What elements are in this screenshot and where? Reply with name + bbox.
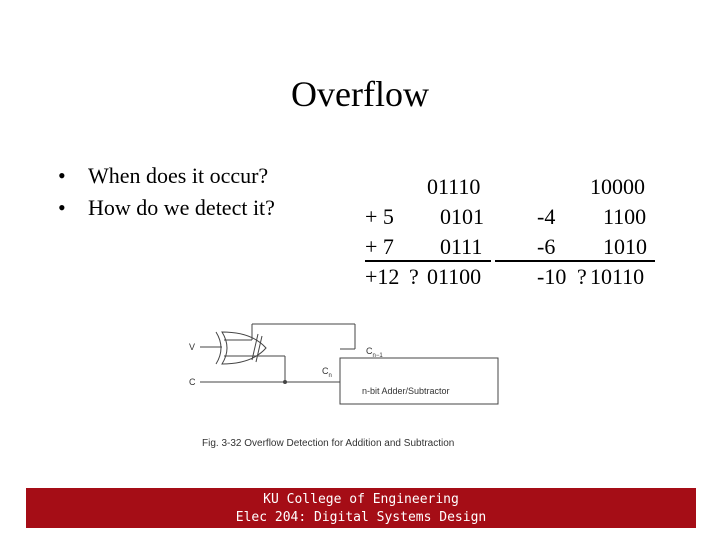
footer-line-2: Elec 204: Digital Systems Design [235,510,487,525]
adder-block [340,358,498,404]
operand-value: 0101 [440,204,484,229]
slide-title: Overflow [291,74,429,114]
label-c: C [189,377,196,387]
operand-label: + 7 [365,234,394,259]
footer-banner [26,488,696,528]
operand-value: 1010 [603,234,647,259]
label-cn: $C_n$ [322,366,332,379]
adder-label: n-bit Adder/Subtractor [362,386,450,396]
result-value: 10110 [590,264,645,289]
carry-value: 01110 [427,174,481,199]
operand-label: -4 [537,204,556,229]
result-separator: ? [577,264,587,289]
operand-value: 1100 [603,204,647,229]
junction-dot [283,380,287,384]
result-value: 01100 [427,264,482,289]
operand-label: -6 [537,234,556,259]
operand-label: + 5 [365,204,394,229]
figure-caption: Fig. 3-32 Overflow Detection for Addition and Subtraction [202,438,455,449]
bullet-list [58,160,275,224]
overflow-circuit-figure [180,322,500,452]
xor-gate-back-curve [216,332,221,364]
negative-example [535,172,660,292]
operand-value: 0111 [440,234,483,259]
footer-line-1: KU College of Engineering [263,492,459,507]
result-separator: ? [409,264,419,289]
positive-example [365,172,495,292]
bullet-item: • When does it occur? [58,160,275,192]
bullet-item: • How do we detect it? [58,192,275,224]
sum-underline [495,260,655,262]
result-label: +12 [365,264,400,289]
sum-underline [365,260,491,262]
label-cn1: $C_{n-1}$ [366,346,383,359]
label-v: V [189,342,196,352]
result-label: -10 [537,264,567,289]
carry-value: 10000 [590,174,645,199]
